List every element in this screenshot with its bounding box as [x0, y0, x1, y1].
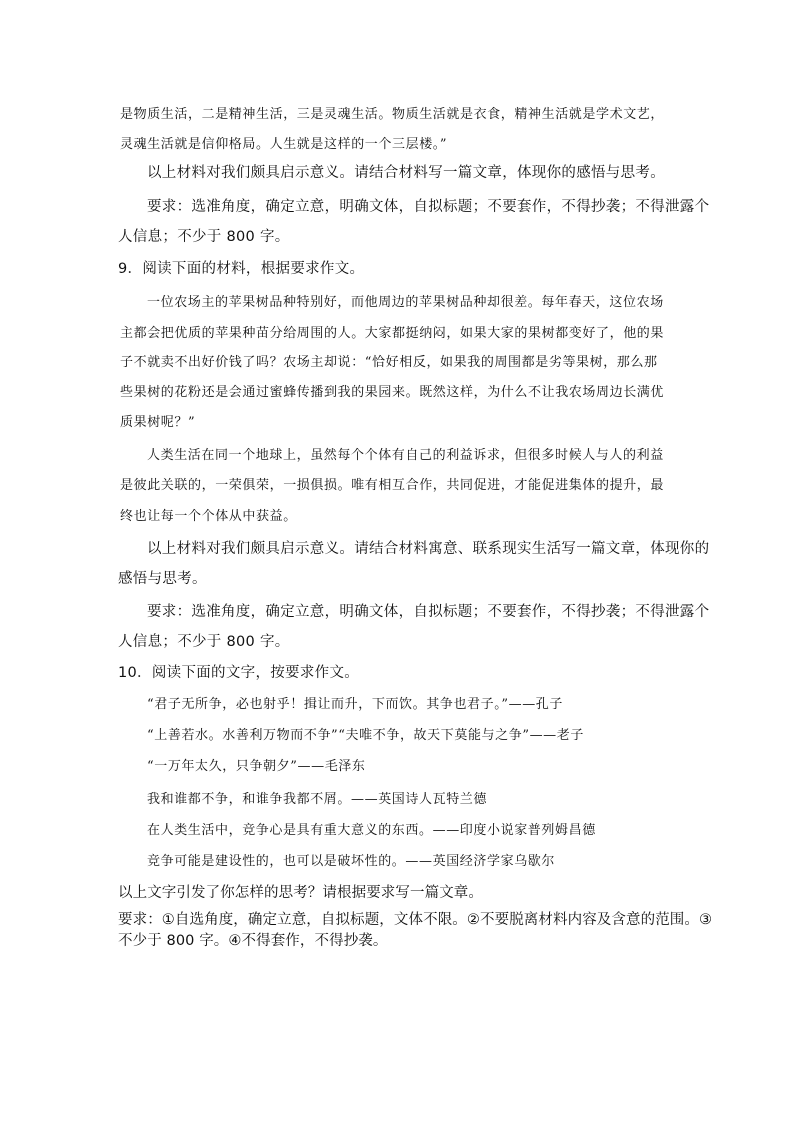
q9-heading: 9．阅读下面的材料，根据要求作文。	[118, 261, 365, 277]
q9-material1-line-3: 子不就卖不出好价钱了吗？农场主却说：“恰好相反，如果我的周围都是劣等果树，那么那	[120, 355, 658, 370]
top-passage-line-1: 是物质生活，二是精神生活，三是灵魂生活。物质生活就是衣食，精神生活就是学术文艺，	[120, 107, 665, 122]
q10-prompt: 以上文字引发了你怎样的思考？请根据要求写一篇文章。	[118, 885, 483, 901]
q10-quote-landor: 我和谁都不争，和谁争我都不屑。——英国诗人瓦特兰德	[147, 792, 488, 807]
q9-requirements-line-1: 要求：选准角度，确定立意，明确文体，自拟标题；不要套作，不得抄袭；不得泄露个	[147, 604, 710, 620]
top-requirements-line-2: 人信息；不少于 800 字。	[118, 229, 290, 245]
q10-quote-mao: “一万年太久，只争朝夕”——毛泽东	[147, 759, 366, 774]
q9-material2-line-2: 是彼此关联的，一荣俱荣，一损俱损。唯有相互合作，共同促进，才能促进集体的提升，最	[120, 478, 665, 493]
q9-material1-line-1: 一位农场主的苹果树品种特别好，而他周边的苹果树品种却很差。每年春天，这位农场	[147, 295, 664, 310]
q9-material1-line-5: 质果树呢？”	[120, 415, 196, 430]
q9-material1-line-2: 主都会把优质的苹果种苗分给周围的人。大家都挺纳闷，如果大家的果树都变好了，他的果	[120, 326, 665, 341]
q10-quote-confucius: “君子无所争，必也射乎！揖让而升，下而饮。其争也君子。”——孔子	[147, 697, 563, 712]
q10-quote-premchand: 在人类生活中，竞争心是具有重大意义的东西。——印度小说家普列姆昌德	[147, 823, 596, 838]
q9-material2-line-3: 终也让每一个个体从中获益。	[120, 509, 297, 524]
q10-heading: 10．阅读下面的文字，按要求作文。	[118, 665, 360, 681]
q10-quote-laozi: “上善若水。水善利万物而不争”“夫唯不争，故天下莫能与之争”——老子	[147, 728, 584, 743]
q9-material1-line-4: 些果树的花粉还是会通过蜜蜂传播到我的果园来。既然这样，为什么不让我农场周边长满优	[120, 385, 665, 400]
top-prompt-line: 以上材料对我们颇具启示意义。请结合材料写一篇文章，体现你的感悟与思考。	[147, 165, 665, 181]
q9-requirements-line-2: 人信息；不少于 800 字。	[118, 634, 290, 650]
q10-quote-economist: 竞争可能是建设性的，也可以是破坏性的。——英国经济学家乌歇尔	[147, 854, 556, 869]
q10-requirements-line-1: 要求：①自选角度，确定立意，自拟标题，文体不限。②不要脱离材料内容及含意的范围。③	[118, 912, 713, 928]
q10-requirements-line-2: 不少于 800 字。④不得套作，不得抄袭。	[118, 933, 388, 949]
q9-prompt-line-1: 以上材料对我们颇具启示意义。请结合材料寓意、联系现实生活写一篇文章，体现你的	[147, 541, 710, 557]
q9-prompt-line-2: 感悟与思考。	[118, 571, 207, 587]
top-requirements-line-1: 要求：选准角度，确定立意，明确文体，自拟标题；不要套作，不得抄袭；不得泄露个	[147, 199, 710, 215]
q9-material2-line-1: 人类生活在同一个地球上，虽然每个个体有自己的利益诉求，但很多时候人与人的利益	[147, 448, 664, 463]
top-passage-line-2: 灵魂生活就是信仰格局。人生就是这样的一个三层楼。”	[120, 137, 448, 152]
